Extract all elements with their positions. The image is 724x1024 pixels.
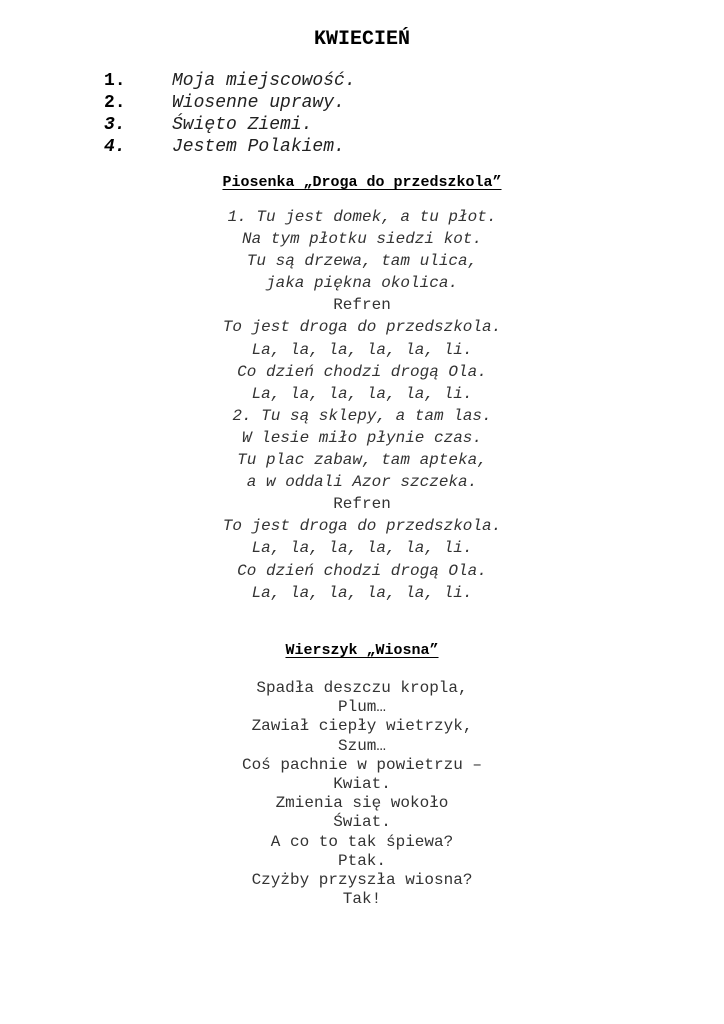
- poem-line: Kwiat.: [333, 775, 391, 794]
- song-line: La, la, la, la, la, li.: [251, 384, 473, 403]
- topic-number: 1.: [104, 71, 126, 91]
- page-title: KWIECIEŃ: [313, 28, 410, 51]
- poem-line: Spadła deszczu kropla,: [256, 679, 468, 697]
- song-line: La, la, la, la, la, li.: [251, 539, 473, 558]
- song-line: To jest droga do przedszkola.: [222, 318, 502, 337]
- topic-text: Jestem Polakiem.: [172, 137, 345, 157]
- topic-item: [104, 136, 356, 158]
- refrain-label: Refren: [333, 495, 391, 514]
- topic-item: [104, 70, 356, 92]
- poem-line: A co to tak śpiewa?: [270, 832, 454, 851]
- poem-line: Coś pachnie w powietrzu –: [241, 755, 483, 774]
- song-line: Tu plac zabaw, tam apteka,: [237, 451, 487, 470]
- song-title-block: [0, 173, 724, 193]
- poem-line: Czyżby przyszła wiosna?: [251, 871, 473, 890]
- poem-line: Szum…: [337, 736, 386, 755]
- topic-item: [104, 92, 356, 114]
- refrain-label: Refren: [333, 296, 391, 315]
- poem-line: Plum…: [337, 698, 386, 717]
- topic-text: Moja miejscowość.: [172, 71, 356, 91]
- song-line: jaka piękna okolica.: [265, 274, 459, 293]
- song-line: La, la, la, la, la, li.: [251, 340, 473, 359]
- topics-list: [104, 70, 356, 158]
- poem-verses: [0, 679, 724, 909]
- song-line: a w oddali Azor szczeka.: [246, 473, 478, 492]
- poem-line: Świat.: [333, 813, 391, 832]
- topic-number: 3.: [104, 115, 126, 135]
- song-line: Co dzień chodzi drogą Ola.: [237, 362, 487, 381]
- poem-line: Zmienia się wokoło: [275, 794, 449, 813]
- topic-number: 4.: [104, 137, 126, 157]
- song-line: Co dzień chodzi drogą Ola.: [237, 561, 487, 580]
- poem-line: Ptak.: [337, 851, 386, 870]
- poem-title: Wierszyk „Wiosna”: [285, 642, 439, 659]
- song-line: 2. Tu są sklepy, a tam las.: [232, 406, 492, 425]
- topic-text: Święto Ziemi.: [172, 115, 313, 135]
- topic-item: [104, 114, 356, 136]
- song-line: To jest droga do przedszkola.: [222, 517, 502, 536]
- song-title: Piosenka „Droga do przedszkola”: [222, 174, 502, 191]
- topic-text: Wiosenne uprawy.: [172, 93, 345, 113]
- song-line: W lesie miło płynie czas.: [241, 428, 483, 447]
- poem-line: Tak!: [342, 890, 382, 909]
- poem-line: Zawiał ciepły wietrzyk,: [251, 717, 473, 736]
- song-line: Na tym płotku siedzi kot.: [241, 230, 483, 249]
- poem-title-block: [0, 641, 724, 661]
- song-line: La, la, la, la, la, li.: [251, 583, 473, 602]
- song-lyrics: [0, 206, 724, 604]
- topic-number: 2.: [104, 93, 126, 113]
- song-line: 1. Tu jest domek, a tu płot.: [227, 208, 497, 226]
- song-line: Tu są drzewa, tam ulica,: [246, 252, 478, 271]
